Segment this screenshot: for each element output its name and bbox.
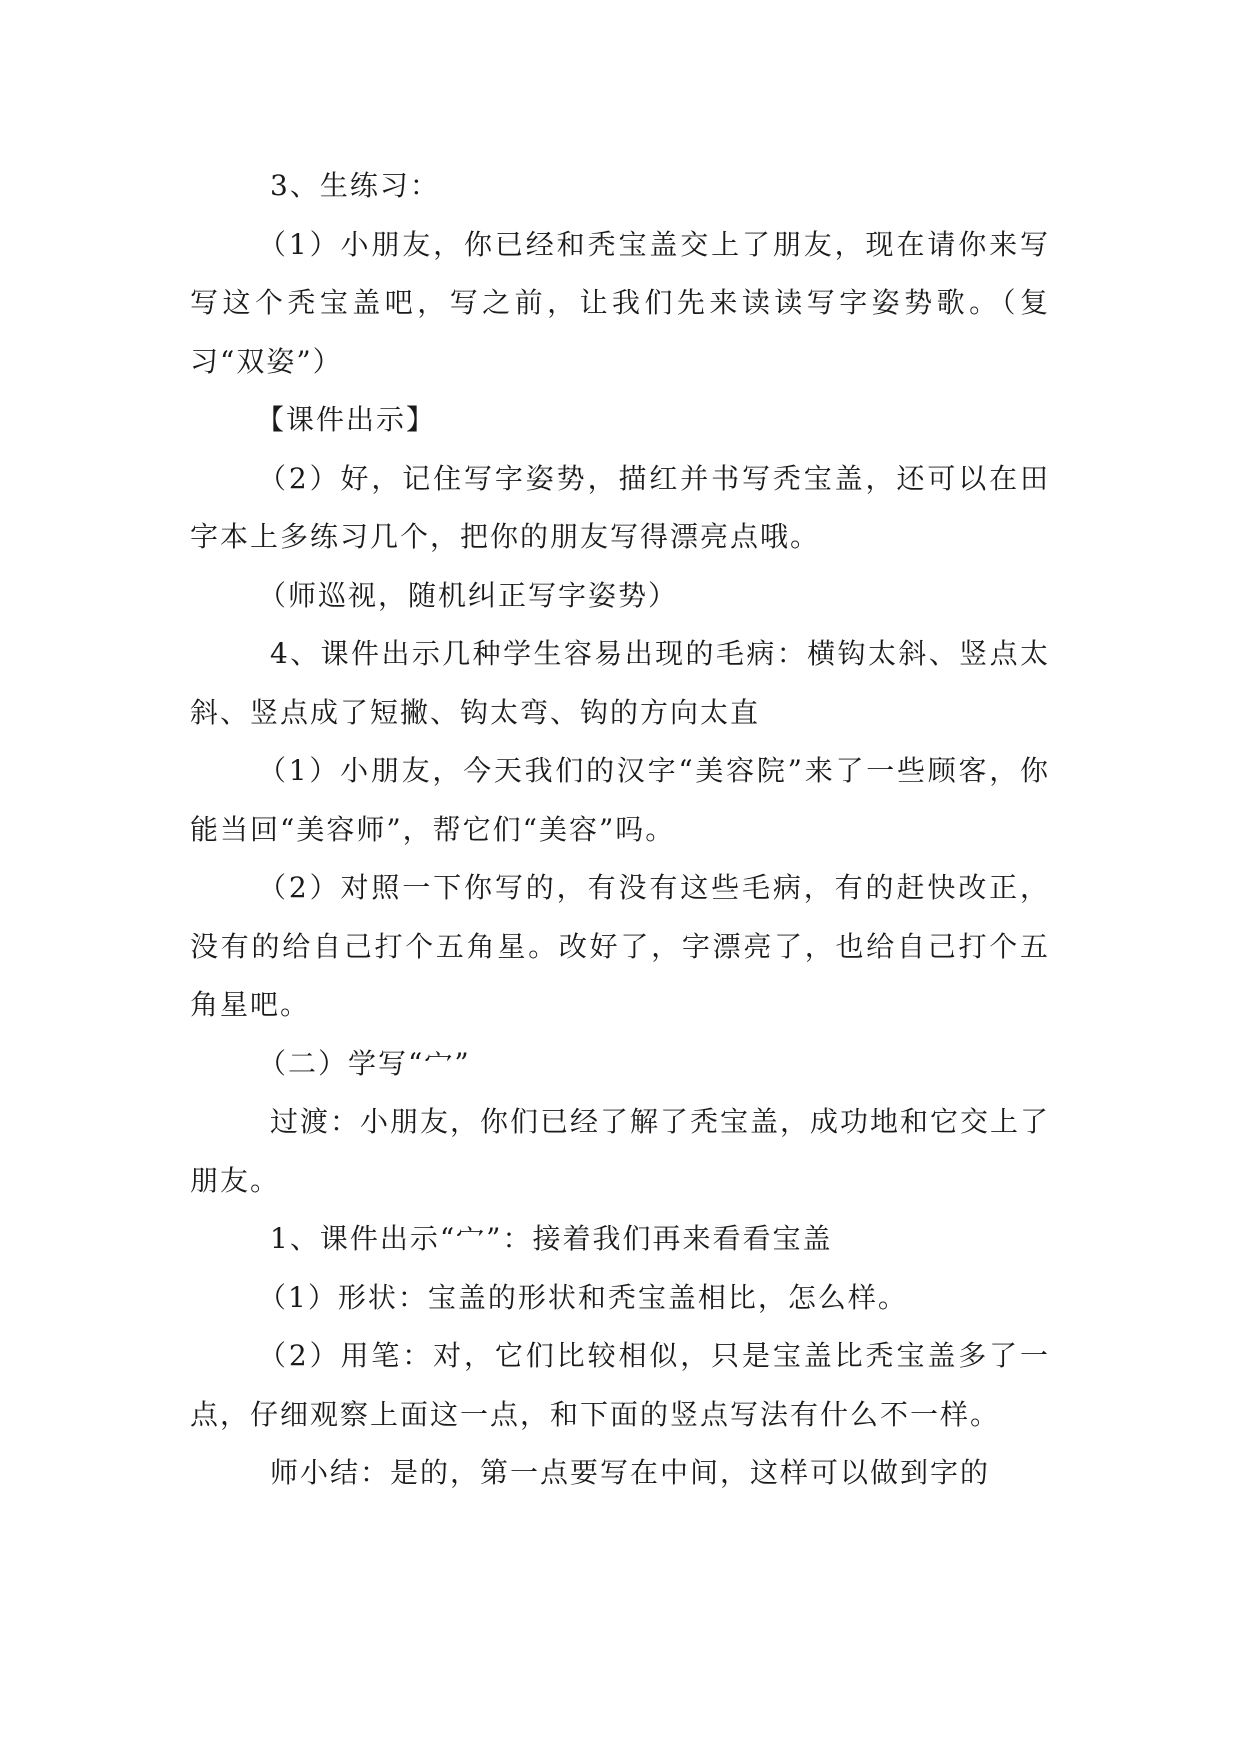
paragraph-section-2-heading: （二）学写“宀” (258, 1046, 471, 1080)
paragraph-beauty-salon: （1）小朋友，今天我们的汉字“美容院”来了一些顾客，你能当回“美容师”，帮它们“美容”吗。 (190, 754, 1050, 846)
paragraph-practice-2: （2）好，记住写字姿势，描红并书写秃宝盖，还可以在田字本上多练习几个，把你的朋友写得漂亮点哦。 (190, 461, 1050, 553)
paragraph-step-4: 4、课件出示几种学生容易出现的毛病：横钩太斜、竖点太斜、竖点成了短撇、钩太弯、钩的方向太直 (190, 637, 1050, 729)
paragraph-step-3: 3、生练习： (270, 169, 440, 202)
paragraph-teacher-patrol: （师巡视，随机纠正写字姿势） (258, 578, 679, 612)
paragraph-shape: （1）形状：宝盖的形状和秃宝盖相比，怎么样。 (258, 1280, 908, 1314)
paragraph-practice-1: （1）小朋友，你已经和秃宝盖交上了朋友，现在请你来写写这个秃宝盖吧，写之前，让我们先来读读写字姿势歌。（复习“双姿”） (190, 227, 1050, 378)
document-body (190, 157, 1050, 1503)
paragraph-transition: 过渡：小朋友，你们已经了解了秃宝盖，成功地和它交上了朋友。 (190, 1105, 1051, 1197)
paragraph-teacher-summary: 师小结：是的，第一点要写在中间，这样可以做到字的 (270, 1456, 991, 1489)
paragraph-compare-correct: （2）对照一下你写的，有没有这些毛病，有的赶快改正，没有的给自己打个五角星。改好了，字漂亮了，也给自己打个五角星吧。 (190, 871, 1050, 1021)
paragraph-brushwork: （2）用笔：对，它们比较相似，只是宝盖比秃宝盖多了一点，仔细观察上面这一点，和下面的竖点写法有什么不一样。 (190, 1339, 1050, 1431)
paragraph-courseware-show: 【课件出示】 (256, 403, 437, 436)
paragraph-step-1-baogai: 1、课件出示“宀”：接着我们再来看看宝盖 (270, 1222, 833, 1255)
